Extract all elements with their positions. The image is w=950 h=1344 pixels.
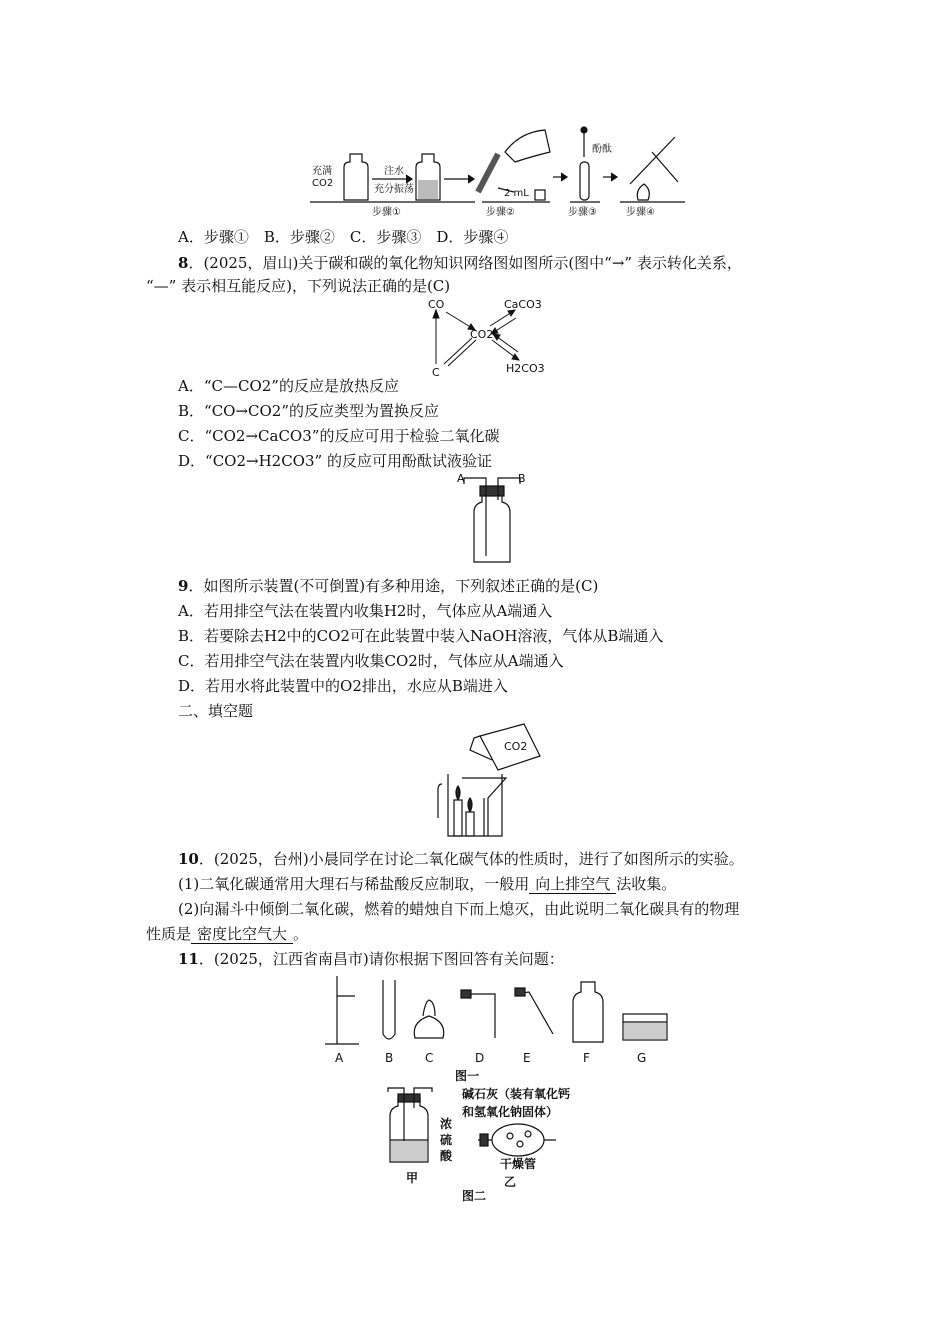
q10-number: 10 <box>178 850 199 868</box>
section-fill-in: 二、填空题 <box>178 702 254 720</box>
node-co: CO <box>428 298 445 311</box>
arrow-bottom-label: 充分振荡 <box>374 184 414 195</box>
apparatus-figure-2 <box>380 1084 610 1204</box>
carbon-network-diagram <box>420 292 570 378</box>
q8-stem-1: ．(2025，眉山)关于碳和碳的氧化物知识网络图如图所示(图中“→” 表示转化关系， <box>188 254 742 272</box>
q8-number: 8 <box>178 254 189 272</box>
fill-label-2: CO2 <box>312 178 334 189</box>
q10-p1-after: 法收集。 <box>616 875 677 893</box>
node-c: C <box>432 366 440 378</box>
indicator-label: 酚酞 <box>592 144 612 155</box>
q10-stem-line <box>178 849 744 869</box>
q10-p2-after: 。 <box>293 925 309 943</box>
fill-label-1: 充满 <box>312 166 332 177</box>
drying-tube-label: 干燥管 <box>500 1157 537 1171</box>
acid-char-1: 浓 <box>440 1117 453 1131</box>
q8-stem-line2: “—” 表示相互能反应)，下列说法正确的是(C) <box>146 277 451 295</box>
q10-part2-line1: (2)向漏斗中倾倒二氧化碳，燃着的蜡烛自下而上熄灭，由此说明二氧化碳具有的物理 <box>178 900 740 918</box>
q11-stem-line <box>178 949 564 969</box>
q7-steps-figure <box>300 122 700 220</box>
q9-stem: ．如图所示装置(不可倒置)有多种用途，下列叙述正确的是(C) <box>188 577 599 595</box>
q9-option-b: B．若要除去H2中的CO2可在此装置中装入NaOH溶液，气体从B端通入 <box>178 627 664 645</box>
port-a-label: A <box>457 472 465 485</box>
q8-option-a: A．“C—CO2”的反应是放热反应 <box>178 377 399 395</box>
candle-funnel-figure <box>432 718 562 842</box>
apparatus-figure-1 <box>315 972 675 1084</box>
q10-p1-answer: 向上排空气 <box>529 875 616 894</box>
port-b-label: B <box>518 472 526 485</box>
q11-number: 11 <box>178 950 199 968</box>
q11-stem: ．(2025，江西省南昌市)请你根据下图回答有关问题： <box>198 950 564 968</box>
q10-part1 <box>178 874 676 894</box>
figure-2-caption: 图二 <box>462 1189 487 1203</box>
step4-label: 步骤④ <box>626 207 655 218</box>
q9-number: 9 <box>178 577 189 595</box>
q10-part2-line2 <box>146 924 308 944</box>
apparatus-label-a: A <box>335 1051 344 1065</box>
apparatus-label-f: F <box>583 1051 590 1065</box>
q7-options: A．步骤① B．步骤② C．步骤③ D．步骤④ <box>178 228 509 246</box>
apparatus-label-b: B <box>385 1051 394 1065</box>
step1-label: 步骤① <box>372 207 401 218</box>
q8-option-d: D．“CO2→H2CO3” 的反应可用酚酞试液验证 <box>178 452 492 470</box>
q9-option-d: D．若用水将此装置中的O2排出，水应从B端进入 <box>178 677 508 695</box>
arrow-top-label: 注水 <box>384 166 404 177</box>
apparatus-label-c: C <box>425 1051 434 1065</box>
lime-note-2: 和氢氧化钠固体） <box>462 1105 559 1119</box>
co2-bottle-label: CO2 <box>504 740 528 753</box>
q8-option-c: C．“CO2→CaCO3”的反应可用于检验二氧化碳 <box>178 427 500 445</box>
acid-char-3: 酸 <box>440 1149 453 1163</box>
acid-char-2: 硫 <box>440 1133 453 1147</box>
gas-bottle-figure <box>452 470 532 568</box>
node-h2co3: H2CO3 <box>506 362 545 375</box>
step2-label: 步骤② <box>486 207 515 218</box>
node-caco3: CaCO3 <box>504 298 542 311</box>
apparatus-label-e: E <box>523 1051 531 1065</box>
q10-p1-text: (1)二氧化碳通常用大理石与稀盐酸反应制取，一般用 <box>178 875 530 893</box>
q9-option-c: C．若用排空气法在装置内收集CO2时，气体应从A端通入 <box>178 652 564 670</box>
apparatus-label-d: D <box>475 1051 485 1065</box>
q9-option-a: A．若用排空气法在装置内收集H2时，气体应从A端通入 <box>178 602 553 620</box>
q10-stem: ．(2025，台州)小晨同学在讨论二氧化碳气体的性质时，进行了如图所示的实验。 <box>198 850 744 868</box>
node-co2: CO2 <box>470 328 494 341</box>
apparatus-label-g: G <box>637 1051 647 1065</box>
lime-note-1: 碱石灰（装有氧化钙 <box>462 1087 571 1101</box>
q8-option-b: B．“CO→CO2”的反应类型为置换反应 <box>178 402 440 420</box>
step3-label: 步骤③ <box>568 207 597 218</box>
q8-stem-line1 <box>178 253 742 273</box>
q10-p2-text: 性质是 <box>146 925 192 943</box>
q9-stem-line <box>178 576 598 596</box>
figure-1-caption: 图一 <box>455 1069 480 1083</box>
apparatus-jia-label: 甲 <box>406 1171 419 1185</box>
apparatus-yi-label: 乙 <box>504 1175 517 1189</box>
q10-p2-answer: 密度比空气大 <box>191 925 293 944</box>
volume-label: 2 mL <box>504 188 529 199</box>
